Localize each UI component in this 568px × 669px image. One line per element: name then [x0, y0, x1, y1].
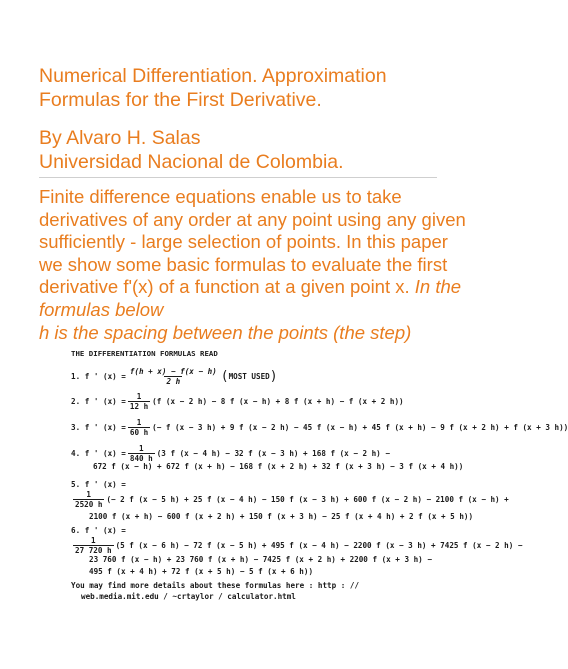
formula-6-denominator: 27 720 h	[75, 546, 112, 555]
author-affiliation: Universidad Nacional de Colombia.	[39, 151, 344, 173]
formula-1-prefix: 1. f ' (x) =	[71, 371, 126, 381]
formula-1-note: MOST USED	[228, 371, 270, 381]
intro-line-4: we show some basic formulas to evaluate the first	[39, 253, 448, 275]
formula-3-numerator: 1	[136, 418, 142, 427]
source-url[interactable]: web.media.mit.edu / ~crtaylor / calculator.html	[81, 592, 296, 601]
formula-2-prefix: 2. f ' (x) =	[71, 396, 126, 406]
intro-line-5-plain: derivative f'(x) of a function at a given point x.	[39, 276, 415, 298]
formula-4-denominator: 840 h	[129, 454, 153, 463]
formula-4-body-line-2: 672 f (x − h) + 672 f (x + h) − 168 f (x + 2 h) + 32 f (x + 3 h) − 3 f (x + 4 h))	[93, 462, 464, 471]
title-block	[39, 64, 459, 174]
intro-line-5-italic: In the	[414, 276, 462, 298]
formula-5-denominator: 2520 h	[75, 500, 103, 509]
formula-3-denominator: 60 h	[129, 428, 149, 437]
formula-5-numerator: 1	[86, 490, 91, 499]
paper-title-line-2: Formulas for the First Derivative.	[39, 89, 322, 111]
formula-1-denominator: 2 h	[166, 377, 181, 386]
formula-2-numerator: 1	[136, 392, 142, 401]
formula-2	[71, 392, 404, 411]
formula-5-body-line-1: (− 2 f (x − 5 h) + 25 f (x − 4 h) − 150 f (x − 3 h) + 600 f (x − 2 h) − 2100 f (x − h) +	[106, 494, 509, 504]
intro-italic-line-1: formulas below	[39, 298, 164, 320]
formula-6-numerator: 1	[91, 536, 96, 545]
section-divider	[39, 177, 437, 178]
paper-title-line-1: Numerical Differentiation. Approximation	[39, 65, 387, 87]
formula-6	[71, 526, 126, 536]
formula-5-line-1	[71, 490, 509, 509]
source-note-line-1: You may find more details about these formulas here : http : //	[71, 581, 360, 590]
formula-5-prefix: 5. f ' (x) =	[71, 480, 126, 489]
formula-6-prefix: 6. f ' (x) =	[71, 526, 126, 535]
formula-3-fraction	[128, 418, 150, 437]
formula-6-line-1	[71, 536, 522, 555]
formula-6-body-line-1: (5 f (x − 6 h) − 72 f (x − 5 h) + 495 f (x − 4 h) − 2200 f (x − 3 h) + 7425 f (x − 2 h) −	[115, 540, 523, 550]
formula-6-body-line-2: 23 760 f (x − h) + 23 760 f (x + h) − 7425 f (x + 2 h) + 2200 f (x + 3 h) −	[89, 555, 432, 564]
formula-1-fraction	[128, 367, 219, 386]
formula-6-fraction	[73, 536, 114, 555]
author-name: By Alvaro H. Salas	[39, 127, 201, 149]
formula-2-body: (f (x − 2 h) − 8 f (x − h) + 8 f (x + h) − f (x + 2 h))	[152, 396, 404, 406]
intro-line-3: sufficiently - large selection of points. In this paper	[39, 231, 448, 253]
formula-4-body-line-1: (3 f (x − 4 h) − 32 f (x − 3 h) + 168 f (x − 2 h) −	[156, 448, 390, 458]
formula-6-continued-1	[89, 555, 432, 565]
formula-1-paren-close: )	[269, 368, 278, 384]
formula-5-continued	[89, 512, 473, 522]
formula-5-fraction	[73, 490, 104, 509]
formula-4-continued	[93, 462, 463, 472]
formula-2-denominator: 12 h	[129, 402, 149, 411]
formula-2-fraction	[128, 392, 150, 411]
formula-5	[71, 480, 126, 490]
formula-5-body-line-2: 2100 f (x + h) − 600 f (x + 2 h) + 150 f (x + 3 h) − 25 f (x + 4 h) + 2 f (x + 5 h))	[89, 512, 474, 521]
author-block	[39, 126, 459, 174]
formula-3-body: (− f (x − 3 h) + 9 f (x − 2 h) − 45 f (x − h) + 45 f (x + h) − 9 f (x + 2 h) + f (x + 3 h))	[152, 422, 568, 432]
formula-4	[71, 444, 390, 463]
intro-line-2: derivatives of any order at any point using any given	[39, 208, 466, 230]
intro-italic-line-2: h is the spacing between the points (the step)	[39, 321, 412, 343]
formula-1-paren-open: (	[220, 368, 229, 384]
formula-4-numerator: 1	[139, 444, 144, 453]
formula-4-prefix: 4. f ' (x) =	[71, 448, 126, 458]
formula-heading: THE DIFFERENTIATION FORMULAS READ	[71, 349, 218, 358]
formula-6-continued-2	[89, 567, 313, 577]
intro-paragraph	[39, 186, 466, 344]
intro-line-5	[39, 276, 462, 299]
formula-6-body-line-3: 495 f (x + 4 h) + 72 f (x + 5 h) − 5 f (x + 6 h))	[89, 567, 314, 576]
formula-3	[71, 418, 568, 437]
formula-1	[71, 367, 278, 386]
formula-1-numerator: f(h + x) − f(x − h)	[129, 367, 217, 376]
formula-3-prefix: 3. f ' (x) =	[71, 422, 126, 432]
intro-line-1: Finite difference equations enable us to take	[39, 186, 402, 207]
formula-4-fraction	[128, 444, 155, 463]
